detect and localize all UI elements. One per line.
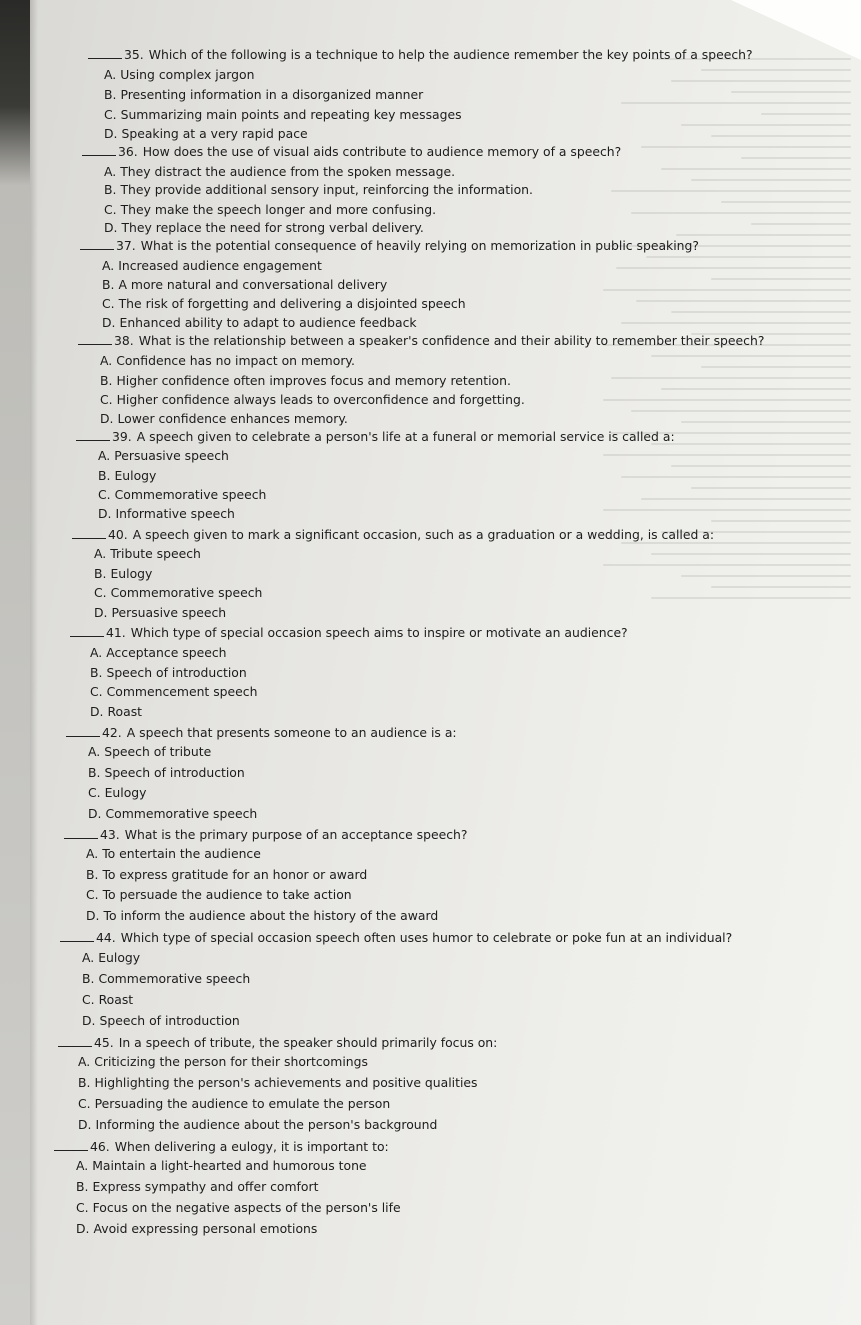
- question-number: 40.: [108, 527, 128, 542]
- question-number: 37.: [116, 238, 136, 253]
- option-b: B. They provide additional sensory input, reinforcing the information.: [104, 182, 533, 197]
- option-a: A. Increased audience engagement: [102, 258, 322, 273]
- answer-blank[interactable]: [66, 724, 100, 737]
- answer-blank[interactable]: [80, 237, 114, 250]
- question-43: [64, 826, 468, 843]
- answer-blank[interactable]: [78, 332, 112, 345]
- option-b: B. Higher confidence often improves focus and memory retention.: [100, 373, 511, 388]
- option-d: D. Roast: [90, 704, 143, 719]
- question-prompt: How does the use of visual aids contribute to audience memory of a speech?: [142, 144, 622, 159]
- question-prompt: Which type of special occasion speech aims to inspire or motivate an audience?: [130, 625, 628, 640]
- question-45: [58, 1034, 497, 1051]
- option-a: A. Tribute speech: [94, 546, 201, 561]
- question-number: 46.: [90, 1139, 110, 1154]
- question-prompt: A speech given to mark a significant occasion, such as a graduation or a wedding, is called a:: [132, 527, 715, 542]
- option-c: C. They make the speech longer and more confusing.: [104, 202, 437, 217]
- option-a: A. They distract the audience from the spoken message.: [104, 164, 456, 179]
- question-46: [54, 1138, 389, 1155]
- question-prompt: Which type of special occasion speech often uses humor to celebrate or poke fun at an individual?: [120, 930, 733, 945]
- question-prompt: What is the primary purpose of an acceptance speech?: [124, 827, 468, 842]
- question-prompt: A speech that presents someone to an audience is a:: [126, 725, 457, 740]
- answer-blank[interactable]: [54, 1138, 88, 1151]
- question-number: 38.: [114, 333, 134, 348]
- question-number: 39.: [112, 429, 132, 444]
- option-c: C. Roast: [82, 992, 134, 1007]
- option-a: A. Using complex jargon: [104, 67, 255, 82]
- question-41: [70, 624, 628, 641]
- option-a: A. Confidence has no impact on memory.: [100, 353, 355, 368]
- option-c: C. Eulogy: [88, 785, 147, 800]
- question-40: [72, 526, 714, 543]
- question-prompt: What is the relationship between a speaker's confidence and their ability to remember their speech?: [138, 333, 765, 348]
- answer-blank[interactable]: [60, 929, 94, 942]
- option-d: D. Informative speech: [98, 506, 235, 521]
- answer-blank[interactable]: [70, 624, 104, 637]
- question-number: 44.: [96, 930, 116, 945]
- option-d: D. Lower confidence enhances memory.: [100, 411, 348, 426]
- option-b: B. A more natural and conversational delivery: [102, 277, 388, 292]
- question-44: [60, 929, 732, 946]
- option-a: A. To entertain the audience: [86, 846, 261, 861]
- option-a: A. Persuasive speech: [98, 448, 229, 463]
- answer-blank[interactable]: [72, 526, 106, 539]
- option-d: D. Speech of introduction: [82, 1013, 240, 1028]
- question-prompt: What is the potential consequence of heavily relying on memorization in public speaking?: [140, 238, 699, 253]
- option-a: A. Criticizing the person for their shortcomings: [78, 1054, 368, 1069]
- question-39: [76, 428, 675, 445]
- answer-blank[interactable]: [88, 46, 122, 59]
- answer-blank[interactable]: [76, 428, 110, 441]
- question-36: [82, 143, 621, 160]
- option-d: D. Avoid expressing personal emotions: [76, 1221, 318, 1236]
- option-c: C. Higher confidence always leads to overconfidence and forgetting.: [100, 392, 525, 407]
- question-number: 36.: [118, 144, 138, 159]
- option-b: B. Speech of introduction: [90, 665, 247, 680]
- question-number: 43.: [100, 827, 120, 842]
- question-prompt: Which of the following is a technique to help the audience remember the key points of a speech?: [148, 47, 753, 62]
- question-prompt: When delivering a eulogy, it is important to:: [114, 1139, 389, 1154]
- option-d: D. Informing the audience about the person's background: [78, 1117, 438, 1132]
- question-35: [88, 46, 753, 63]
- option-a: A. Acceptance speech: [90, 645, 227, 660]
- option-b: B. Express sympathy and offer comfort: [76, 1179, 319, 1194]
- option-b: B. Highlighting the person's achievements and positive qualities: [78, 1075, 478, 1090]
- option-c: C. Commemorative speech: [94, 585, 263, 600]
- option-b: B. Eulogy: [98, 468, 157, 483]
- question-number: 45.: [94, 1035, 114, 1050]
- option-d: D. They replace the need for strong verbal delivery.: [104, 220, 424, 235]
- question-37: [80, 237, 699, 254]
- option-c: C. Focus on the negative aspects of the person's life: [76, 1200, 401, 1215]
- option-d: D. Persuasive speech: [94, 605, 227, 620]
- option-b: B. Commemorative speech: [82, 971, 251, 986]
- answer-blank[interactable]: [64, 826, 98, 839]
- answer-blank[interactable]: [82, 143, 116, 156]
- question-number: 41.: [106, 625, 126, 640]
- option-c: C. The risk of forgetting and delivering a disjointed speech: [102, 296, 466, 311]
- question-number: 35.: [124, 47, 144, 62]
- question-38: [78, 332, 764, 349]
- option-b: B. Speech of introduction: [88, 765, 245, 780]
- option-c: C. Persuading the audience to emulate the person: [78, 1096, 391, 1111]
- option-b: B. To express gratitude for an honor or award: [86, 867, 368, 882]
- option-c: C. Commemorative speech: [98, 487, 267, 502]
- question-prompt: A speech given to celebrate a person's life at a funeral or memorial service is called a:: [136, 429, 675, 444]
- option-b: B. Eulogy: [94, 566, 153, 581]
- option-d: D. Enhanced ability to adapt to audience feedback: [102, 315, 417, 330]
- option-d: D. To inform the audience about the history of the award: [86, 908, 439, 923]
- answer-blank[interactable]: [58, 1034, 92, 1047]
- option-d: D. Speaking at a very rapid pace: [104, 126, 308, 141]
- option-a: A. Eulogy: [82, 950, 141, 965]
- question-42: [66, 724, 457, 741]
- option-c: C. Summarizing main points and repeating key messages: [104, 107, 462, 122]
- option-c: C. To persuade the audience to take action: [86, 887, 352, 902]
- option-b: B. Presenting information in a disorganized manner: [104, 87, 424, 102]
- option-d: D. Commemorative speech: [88, 806, 258, 821]
- option-c: C. Commencement speech: [90, 684, 258, 699]
- question-prompt: In a speech of tribute, the speaker should primarily focus on:: [118, 1035, 498, 1050]
- option-a: A. Maintain a light-hearted and humorous tone: [76, 1158, 367, 1173]
- question-number: 42.: [102, 725, 122, 740]
- option-a: A. Speech of tribute: [88, 744, 212, 759]
